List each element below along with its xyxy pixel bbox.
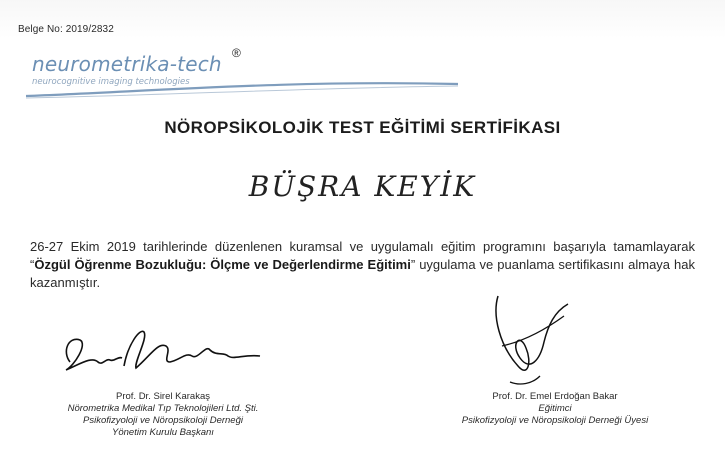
logo-tagline: neurocognitive imaging technologies [32,77,190,87]
signer-right-line-1: Eğitimci [538,403,572,414]
signer-left-line-2: Psikofizyoloji ve Nöropsikoloji Derneği [83,415,243,426]
signer-right-line-2: Psikofizyoloji ve Nöropsikoloji Derneği Üyesi [461,415,649,426]
body-outro: ” uygulama ve puanlama sertifikasını almaya hak kazanmıştır. [30,257,695,290]
certificate-body [30,238,695,292]
signer-left-name: Prof. Dr. Sirel Karakaş [116,391,210,402]
company-logo [22,46,462,106]
signer-right-name: Prof. Dr. Emel Erdoğan Bakar [492,391,618,402]
signer-left-line-3: Yönetim Kurulu Başkanı [112,427,214,438]
registered-mark: ® [232,46,241,60]
body-intro: 26-27 Ekim 2019 tarihlerinde düzenlenen kuramsal ve uygulamalı eğitim programını başarıyla tamamlayarak “ [30,239,695,272]
recipient-name: BÜŞRA KEYİK [248,170,477,203]
signer-right [410,391,700,427]
logo-name: neurometrika-tech [32,52,222,76]
course-name: Özgül Öğrenme Bozukluğu: Ölçme ve Değerlendirme Eğitimi [34,257,411,272]
signer-left [28,391,298,439]
certificate-title: NÖROPSİKOLOJİK TEST EĞİTİMİ SERTİFİKASI [164,118,561,137]
document-number: Belge No: 2019/2832 [18,24,114,35]
signature-left [40,322,280,382]
signature-right [480,286,580,396]
signer-left-line-1: Nörometrika Medikal Tıp Teknolojileri Ltd. Şti. [67,403,259,414]
